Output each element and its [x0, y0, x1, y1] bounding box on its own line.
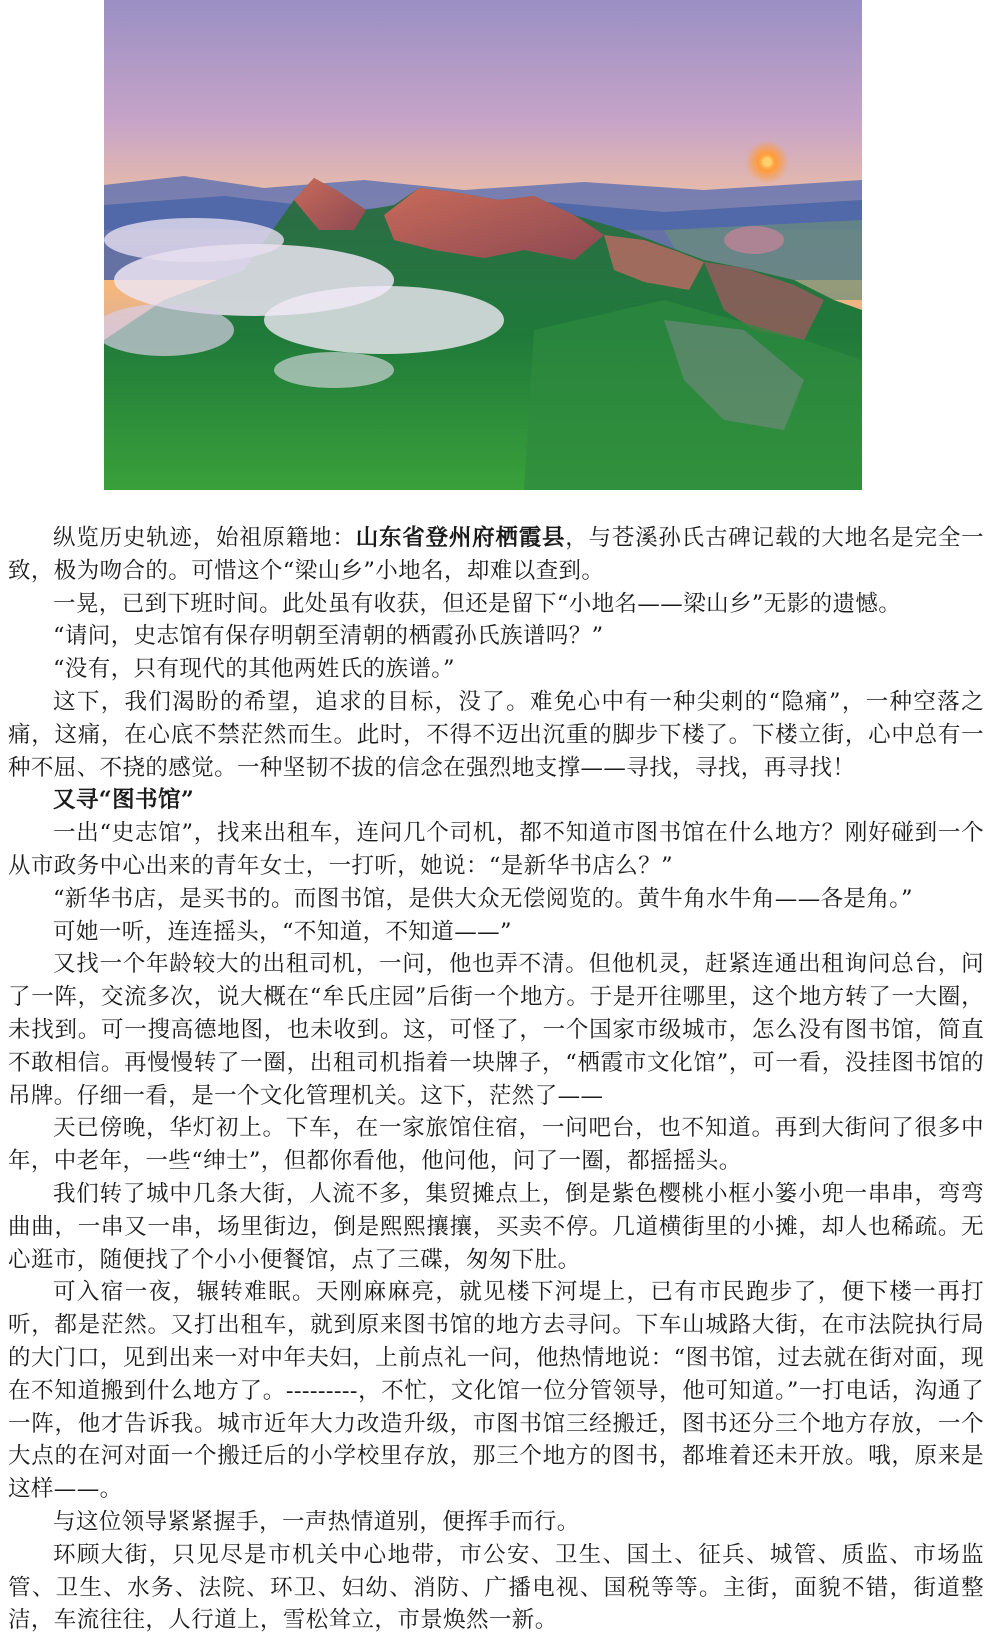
paragraph-2: 一晃，已到下班时间。此处虽有收获，但还是留下“小地名——梁山乡”无影的遗憾。	[53, 590, 902, 617]
paragraph-4: “没有，只有现代的其他两姓氏的族谱。”	[53, 656, 455, 683]
paragraph-5: 这下，我们渴盼的希望，追求的目标，没了。难免心中有一种尖刺的“隐痛”，一种空落之痛，这痛，在心底不禁茫然而生。此时，不得不迈出沉重的脚步下楼了。下楼立街，心中总有一种不屈、不挠的感觉。一种坚韧不拔的信念在强烈地支撑——寻找，寻找，再寻找！	[8, 688, 984, 781]
paragraph-1	[8, 522, 984, 588]
mountain-landscape-photo	[104, 0, 862, 490]
paragraph-14: 环顾大街，只见尽是市机关中心地带，市公安、卫生、国土、征兵、城管、质监、市场监管、卫生、水务、法院、环卫、妇幼、消防、广播电视、国税等等。主街，面貌不错，街道整洁，车流往往，人行道上，雪松耸立，市景焕然一新。	[8, 1541, 984, 1634]
paragraph-8: 可她一听，连连摇头，“不知道，不知道——”	[53, 918, 512, 945]
paragraph-12: 可入宿一夜，辗转难眠。天刚麻麻亮，就见楼下河堤上，已有市民跑步了，便下楼一再打听，都是茫然。又打出租车，就到原来图书馆的地方去寻问。下车山城路大街，在市法院执行局的大门口，见到出来一对中年夫妇，上前点礼一问，他热情地说：“图书馆，过去就在街对面，现在不知道搬到什么地方了。---------，不忙，文化馆一位分管领导，他可知道。”一打电话，沟通了一阵，他才告诉我。城市近年大力改造升级，市图书馆三经搬迁，图书还分三个地方存放，一个大点的在河对面一个搬迁后的小学校里存放，那三个地方的图书，都堆着还未开放。哦，原来是这样——。	[8, 1279, 984, 1503]
paragraph-9: 又找一个年龄较大的出租司机，一问，他也弄不清。但他机灵，赶紧连通出租询问总台，问了一阵，交流多次，说大概在“牟氏庄园”后街一个地方。于是开往哪里，这个地方转了一大圈，未找到。可一搜高德地图，也未收到。这，可怪了，一个国家市级城市，怎么没有图书馆，简直不敢相信。再慢慢转了一圈，出租司机指着一块牌子，“栖霞市文化馆”，可一看，没挂图书馆的吊牌。仔细一看，是一个文化管理机关。这下，茫然了——	[8, 951, 984, 1109]
paragraph-7: “新华书店，是买书的。而图书馆，是供大众无偿阅览的。黄牛角水牛角——各是角。”	[53, 885, 913, 912]
paragraph-1-lead: 纵览历史轨迹，始祖原籍地：	[53, 525, 356, 551]
paragraph-10: 天已傍晚，华灯初上。下车，在一家旅馆住宿，一问吧台，也不知道。再到大街问了很多中年，中老年，一些“绅士”，但都你看他，他问他，问了一圈，都摇摇头。	[8, 1115, 984, 1175]
section-heading: 又寻“图书馆”	[53, 787, 195, 814]
paragraph-3: “请问，史志馆有保存明朝至清朝的栖霞孙氏族谱吗？”	[53, 623, 604, 650]
paragraph-6: 一出“史志馆”，找来出租车，连问几个司机，都不知道市图书馆在什么地方？刚好碰到一个从市政务中心出来的青年女士，一打听，她说：“是新华书店么？”	[8, 820, 984, 879]
article-body	[8, 522, 984, 1637]
origin-place: 山东省登州府栖霞县	[355, 525, 566, 551]
paragraph-1-tail: ，与苍溪孙氏古碑记载的大地名是完全一致，极为吻合的。可惜这个“梁山乡”小地名，却难以查到。	[8, 525, 984, 584]
paragraph-13: 与这位领导紧紧握手，一声热情道别，便挥手而行。	[53, 1508, 580, 1535]
paragraph-11: 我们转了城中几条大街，人流不多，集贸摊点上，倒是紫色樱桃小框小篓小兜一串串，弯弯曲曲，一串又一串，场里街边，倒是熙熙攘攘，买卖不停。几道横街里的小摊，却人也稀疏。无心逛市，随便找了个小小便餐馆，点了三碟，匆匆下肚。	[8, 1180, 984, 1273]
